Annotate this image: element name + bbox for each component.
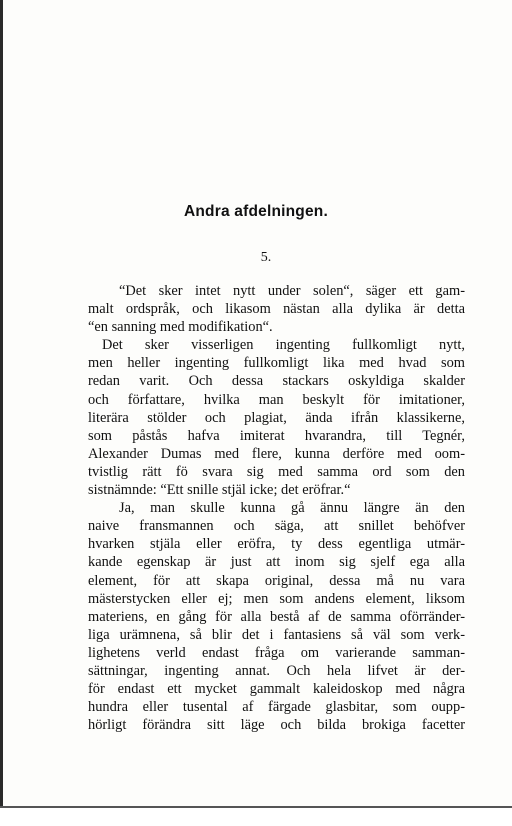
- text-line: naive fransmannen och säga, att snillet behöfver: [88, 518, 465, 535]
- text-line: hvarken stjäla eller eröfra, ty dess egentliga utmär-: [88, 536, 465, 553]
- text-line: hörligt förändra sitt läge och bilda brokiga facetter: [88, 717, 465, 734]
- text-line: för endast ett mycket gammalt kaleidoskop med några: [88, 681, 465, 698]
- page-bottom-edge: [0, 806, 512, 826]
- text-line: lighetens verld endast fråga om varierande samman-: [88, 644, 465, 661]
- text-line: sättningar, ingenting annat. Och hela lifvet är der-: [88, 662, 465, 679]
- text-line: liga urämnena, så blir det i fantasiens så väl som verk-: [88, 626, 465, 643]
- text-line: element, för att skapa original, dessa må nu vara: [88, 572, 465, 589]
- text-line: tvistlig rätt fö svara sig med samma ord som den: [88, 463, 465, 480]
- text-line: sistnämnde: “Ett snille stjäl icke; det eröfrar.“: [88, 482, 351, 499]
- text-line: och författare, hvilka man beskylt för imitationer,: [88, 391, 465, 408]
- text-line: “en sanning med modifikation“.: [88, 319, 273, 336]
- section-number: 5.: [260, 250, 272, 265]
- section-heading: Andra afdelningen.: [184, 203, 328, 220]
- text-line: redan varit. Och dessa stackars oskyldiga skalder: [88, 373, 465, 390]
- page-binding-edge: [0, 0, 3, 826]
- text-line: mästerstycken eller ej; men som andens element, liksom: [88, 590, 465, 607]
- text-line: Det sker visserligen ingenting fullkomligt nytt,: [102, 337, 465, 354]
- text-line: Ja, man skulle kunna gå ännu längre än den: [119, 500, 465, 517]
- text-line: literära stölder och plagiat, ända ifrån klassikerne,: [88, 409, 465, 426]
- body-text: [88, 282, 465, 734]
- text-line: Alexander Dumas med flere, kunna derföre med oom-: [88, 445, 465, 462]
- text-line: hundra eller tusental af färgade glasbitar, som oupp-: [88, 699, 465, 716]
- text-line: malt ordspråk, och likasom nästan alla dylika är detta: [88, 301, 465, 318]
- text-line: kande egenskap är just att inom sig sjelf ega alla: [88, 554, 465, 571]
- text-line: men heller ingenting fullkomligt lika med hvad som: [88, 355, 465, 372]
- text-line: som påstås hafva imiterat hvarandra, till Tegnér,: [88, 427, 465, 444]
- text-line: “Det sker intet nytt under solen“, säger ett gam-: [119, 283, 465, 299]
- text-line: materiens, en gång för alla bestå af de samma oförränder-: [88, 608, 465, 625]
